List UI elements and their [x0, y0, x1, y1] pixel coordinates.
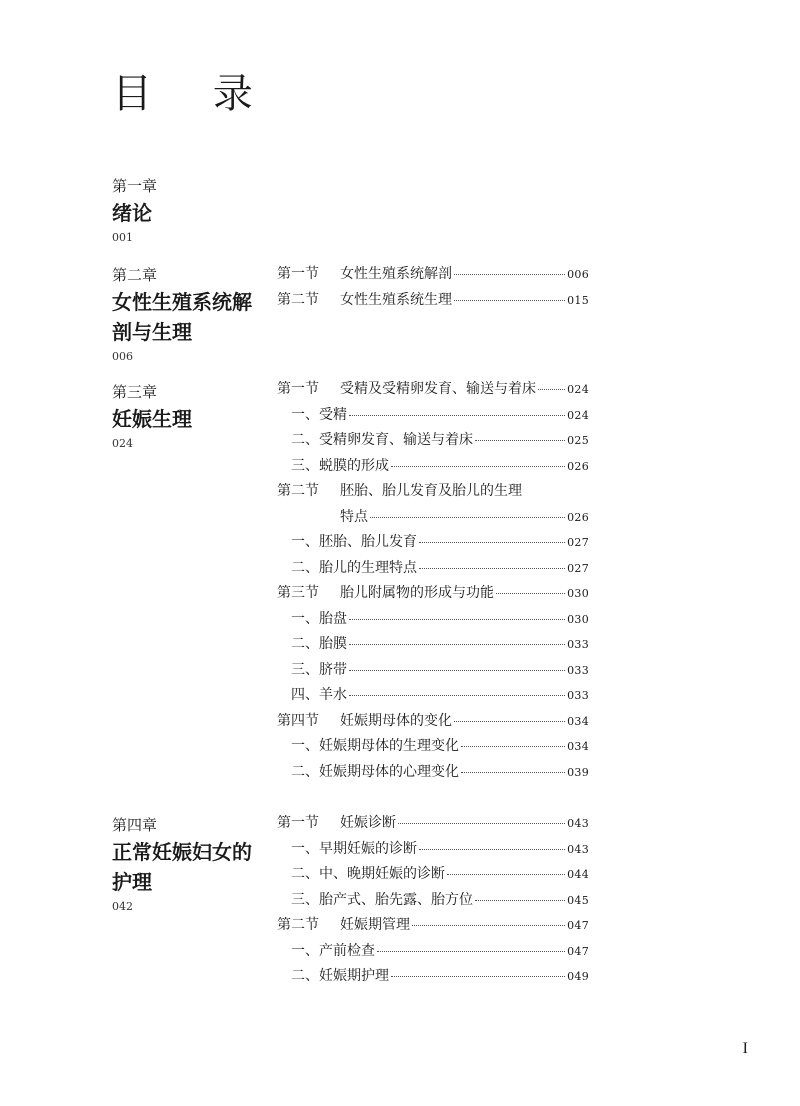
chapter-page: 042 [112, 900, 133, 913]
toc-section[interactable]: 第三节 胎儿附属物的形成与功能 030 [277, 585, 589, 601]
toc-item[interactable]: 二、中、晚期妊娠的诊断 044 [291, 866, 589, 882]
chapter-page: 006 [112, 350, 133, 363]
toc-section[interactable]: 第一节 女性生殖系统解剖 006 [277, 266, 589, 282]
chapter-number: 第四章 [112, 816, 158, 834]
toc-item[interactable]: 一、受精 024 [291, 406, 589, 423]
toc-item[interactable]: 二、妊娠期母体的心理变化 039 [291, 763, 589, 780]
chapter-title: 正常妊娠妇女的 护理 [112, 840, 252, 894]
chapter-number: 第三章 [112, 383, 158, 401]
chapter-page: 024 [112, 437, 133, 450]
toc-item[interactable]: 三、胎产式、胎先露、胎方位 045 [291, 891, 589, 908]
chapter-4[interactable] [112, 815, 282, 915]
toc-item[interactable]: 三、蜕膜的形成 026 [291, 457, 589, 474]
chapter-number: 第二章 [112, 266, 158, 284]
toc-section[interactable]: 第一节 妊娠诊断 043 [277, 815, 589, 831]
toc-item[interactable]: 四、羊水 033 [291, 687, 589, 703]
chapter-4-toc [277, 812, 589, 991]
toc-item[interactable]: 二、胎儿的生理特点 027 [291, 559, 589, 576]
toc-section[interactable]: 第二节 胚胎、胎儿发育及胎儿的生理 [277, 483, 522, 499]
toc-section[interactable]: 第一节 受精及受精卵发育、输送与着床 024 [277, 381, 589, 397]
toc-section[interactable]: 第四节 妊娠期母体的变化 034 [277, 712, 589, 729]
toc-section-continued[interactable]: 特点 026 [340, 508, 589, 525]
page-title: 目 录 [112, 71, 277, 117]
chapter-3-toc [277, 378, 589, 786]
chapter-3[interactable] [112, 382, 282, 452]
toc-item[interactable]: 一、早期妊娠的诊断 043 [291, 840, 589, 857]
toc-item[interactable]: 二、受精卵发育、输送与着床 025 [291, 432, 589, 448]
page-folio: I [742, 1040, 748, 1057]
chapter-2[interactable] [112, 265, 282, 365]
toc-item[interactable]: 一、妊娠期母体的生理变化 034 [291, 738, 589, 754]
toc-section[interactable]: 第二节 女性生殖系统生理 015 [277, 291, 589, 308]
toc-section[interactable]: 第二节 妊娠期管理 047 [277, 917, 589, 933]
toc-item[interactable]: 一、胎盘 030 [291, 610, 589, 627]
chapter-page: 001 [112, 231, 133, 244]
toc-item[interactable]: 一、胚胎、胎儿发育 027 [291, 534, 589, 550]
toc-item[interactable]: 一、产前检查 047 [291, 942, 589, 959]
chapter-title: 绪论 [112, 201, 152, 225]
toc-item[interactable]: 二、胎膜 033 [291, 636, 589, 652]
toc-item[interactable]: 二、妊娠期护理 049 [291, 968, 589, 984]
chapter-title: 女性生殖系统解 剖与生理 [112, 290, 252, 344]
toc-item[interactable]: 三、脐带 033 [291, 661, 589, 678]
chapter-number: 第一章 [112, 177, 158, 195]
chapter-title: 妊娠生理 [112, 407, 192, 431]
chapter-2-toc [277, 263, 589, 314]
chapter-1[interactable] [112, 176, 282, 246]
